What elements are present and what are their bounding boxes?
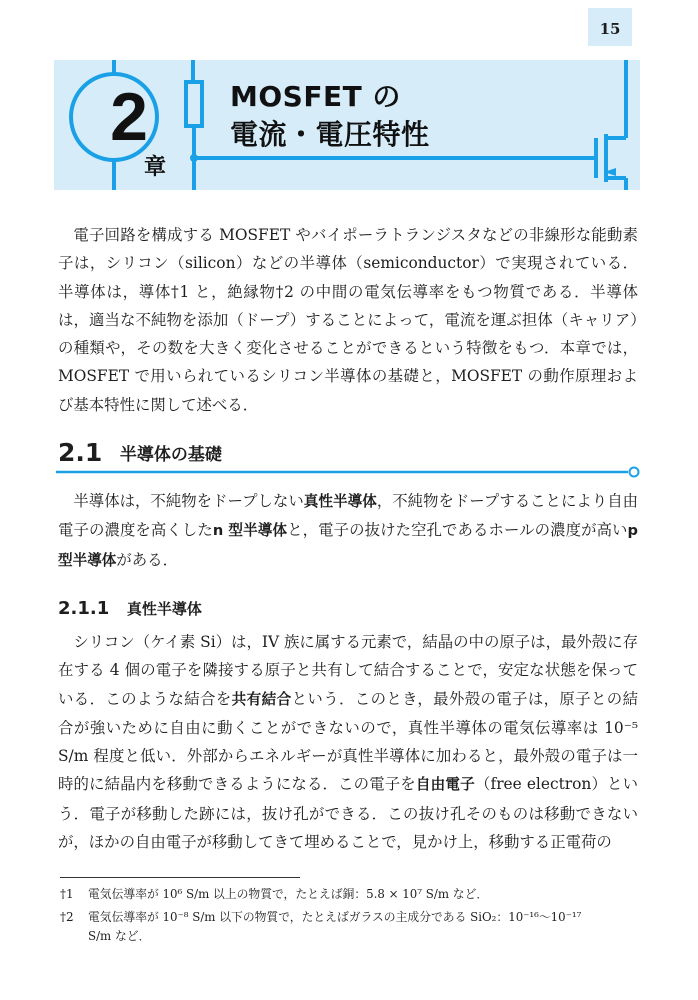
- section-heading: [58, 438, 638, 468]
- chapter-title-line1: MOSFET の: [230, 80, 401, 113]
- footnote-rule: [60, 877, 300, 878]
- chapter-number: 2: [110, 79, 148, 155]
- chapter-title-line2: 電流・電圧特性: [230, 118, 430, 151]
- section-text-mid1: ，不純物をドープすることにより自由電子の濃度を高くした: [58, 492, 638, 540]
- section-title: 半導体の基礎: [119, 445, 222, 465]
- term-p-type: p 型半導体: [58, 522, 638, 569]
- subsection-paragraph: [58, 628, 638, 856]
- subsection-text-a: シリコン（ケイ素 Si）は，IV 族に属する元素で，結晶の中の原子は，最外殻に存在する 4 個の電子を隣接する原子と共有して結合することで，安定な状態を保っている．このような結合を: [58, 633, 638, 708]
- term-covalent-bond: 共有結合: [231, 690, 292, 708]
- footnote-1-text: 電気伝導率が 10⁶ S/m 以上の物質で，たとえば銅：5.8 × 10⁷ S/m など．: [88, 887, 489, 901]
- section-number: 2.1: [58, 438, 103, 467]
- chapter-title: [230, 78, 430, 154]
- section-text-pre: 半導体は，不純物をドープしない: [73, 492, 304, 510]
- section-paragraph: [58, 487, 638, 575]
- term-n-type: n 型半導体: [212, 522, 288, 540]
- footnote-1: [60, 885, 640, 904]
- intro-paragraph: [58, 221, 638, 419]
- footnote-2-text: 電気伝導率が 10⁻⁸ S/m 以下の物質で，たとえばガラスの主成分である SiO₂：10⁻¹⁶～10⁻¹⁷: [88, 910, 582, 924]
- page-number: 15: [588, 8, 632, 46]
- subsection-heading: [58, 598, 202, 619]
- section-rule: [54, 466, 644, 478]
- footnote-2: [60, 908, 640, 946]
- subsection-title: 真性半導体: [126, 600, 202, 618]
- term-free-electron: 自由電子: [415, 776, 475, 794]
- section-text-post: がある．: [116, 550, 178, 569]
- subsection-text-c: （free electron）という．電子が移動した跡には，抜け孔ができる．この抜け孔そのものは移動できないが，ほかの自由電子が移動してきて埋めることで，見かけ上，移動する正電荷の: [58, 775, 638, 852]
- subsection-text-b: という．このとき，最外殻の電子は，原子との結合が強いために自由に動くことができないので，真性半導体の電気伝導率は 10⁻⁵ S/m 程度と低い．外部からエネルギーが真性半導体に加わると，最外殻の電子は一時的に結晶内を移動できるようになる．この電子を: [58, 689, 638, 794]
- chapter-suffix: 章: [144, 155, 167, 180]
- footnote-2-continuation: S/m など．: [88, 929, 151, 943]
- subsection-number: 2.1.1: [58, 598, 110, 619]
- section-text-mid2: と，電子の抜けた空孔であるホールの濃度が高い: [287, 521, 628, 540]
- term-intrinsic: 真性半導体: [303, 493, 377, 510]
- footnote-2-mark: †2: [60, 910, 74, 924]
- footnote-1-mark: †1: [60, 887, 74, 901]
- intro-text: 電子回路を構成する MOSFET やバイポーラトランジスタなどの非線形な能動素子は，シリコン（silicon）などの半導体（semiconductor）で実現されている．半導体は，導体†1 と，絶縁物†2 の中間の電気伝導率をもつ物質である．半導体は，適当な不純物を添加（ドープ）することによって，電流を運ぶ担体（キャリア）の種類や，その数を大きく変化させることができるという特徴をもつ．本章では，MOSFET で用いられているシリコン半導体の基礎と，MOSFET の動作原理および基本特性に関して述べる．: [58, 226, 638, 414]
